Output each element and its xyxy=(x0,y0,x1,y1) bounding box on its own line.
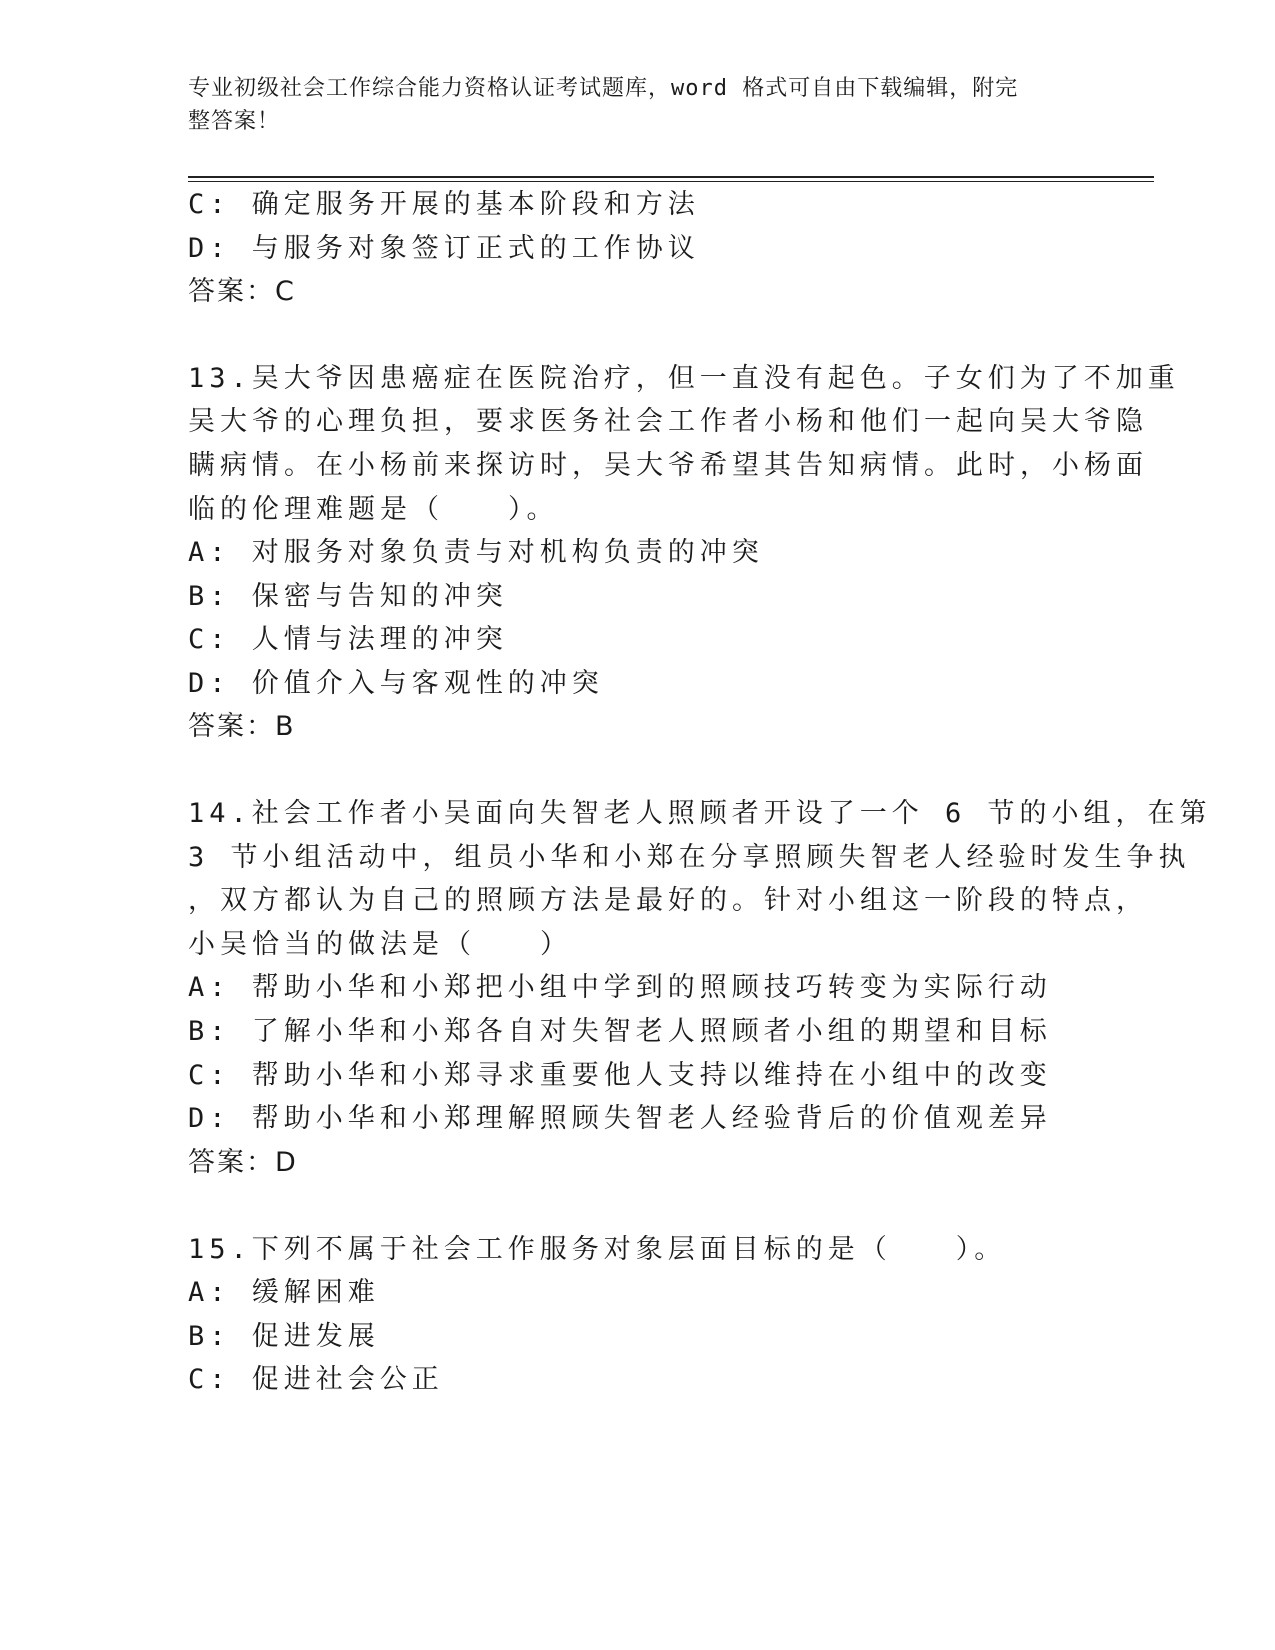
header-divider-bottom xyxy=(188,181,1154,182)
q14-option-a: A: 帮助小华和小郑把小组中学到的照顾技巧转变为实际行动 xyxy=(188,972,1052,1003)
q13-stem-line-1: 13.吴大爷因患癌症在医院治疗，但一直没有起色。子女们为了不加重 xyxy=(188,363,1180,394)
q14-stem-line-1: 14.社会工作者小吴面向失智老人照顾者开设了一个 6 节的小组，在第 xyxy=(188,798,1212,829)
q15-stem-line-1: 15.下列不属于社会工作服务对象层面目标的是（ ）。 xyxy=(188,1234,1007,1265)
q13-stem-line-4: 临的伦理难题是（ ）。 xyxy=(188,494,559,525)
q13-answer: 答案：B xyxy=(188,711,296,742)
q13-option-b: B: 保密与告知的冲突 xyxy=(188,581,508,612)
q14-option-c: C: 帮助小华和小郑寻求重要他人支持以维持在小组中的改变 xyxy=(188,1060,1052,1091)
q15-option-c: C: 促进社会公正 xyxy=(188,1364,444,1395)
q15-option-a: A: 缓解困难 xyxy=(188,1277,380,1308)
q14-stem-line-2: 3 节小组活动中，组员小华和小郑在分享照顾失智老人经验时发生争执 xyxy=(188,842,1191,873)
q14-stem-line-3: ，双方都认为自己的照顾方法是最好的。针对小组这一阶段的特点， xyxy=(188,885,1148,916)
q15-option-b: B: 促进发展 xyxy=(188,1321,380,1352)
q14-stem-line-4: 小吴恰当的做法是（ ） xyxy=(188,929,572,960)
q13-stem-line-2: 吴大爷的心理负担，要求医务社会工作者小杨和他们一起向吴大爷隐 xyxy=(188,406,1148,437)
q13-stem-line-3: 瞒病情。在小杨前来探访时，吴大爷希望其告知病情。此时，小杨面 xyxy=(188,450,1148,481)
q12-option-d: D: 与服务对象签订正式的工作协议 xyxy=(188,233,700,264)
q13-option-c: C: 人情与法理的冲突 xyxy=(188,624,508,655)
header-line-1: 专业初级社会工作综合能力资格认证考试题库，word 格式可自由下载编辑，附完 xyxy=(188,76,1019,101)
q12-option-c: C: 确定服务开展的基本阶段和方法 xyxy=(188,189,700,220)
q14-option-d: D: 帮助小华和小郑理解照顾失智老人经验背后的价值观差异 xyxy=(188,1103,1052,1134)
q13-option-d: D: 价值介入与客观性的冲突 xyxy=(188,668,604,699)
q14-option-b: B: 了解小华和小郑各自对失智老人照顾者小组的期望和目标 xyxy=(188,1016,1052,1047)
q13-option-a: A: 对服务对象负责与对机构负责的冲突 xyxy=(188,537,764,568)
header-line-2: 整答案！ xyxy=(188,109,281,134)
q14-answer: 答案：D xyxy=(188,1147,298,1178)
q12-answer: 答案：C xyxy=(188,276,296,307)
header-divider-top xyxy=(188,176,1154,178)
document-header xyxy=(188,72,1068,138)
